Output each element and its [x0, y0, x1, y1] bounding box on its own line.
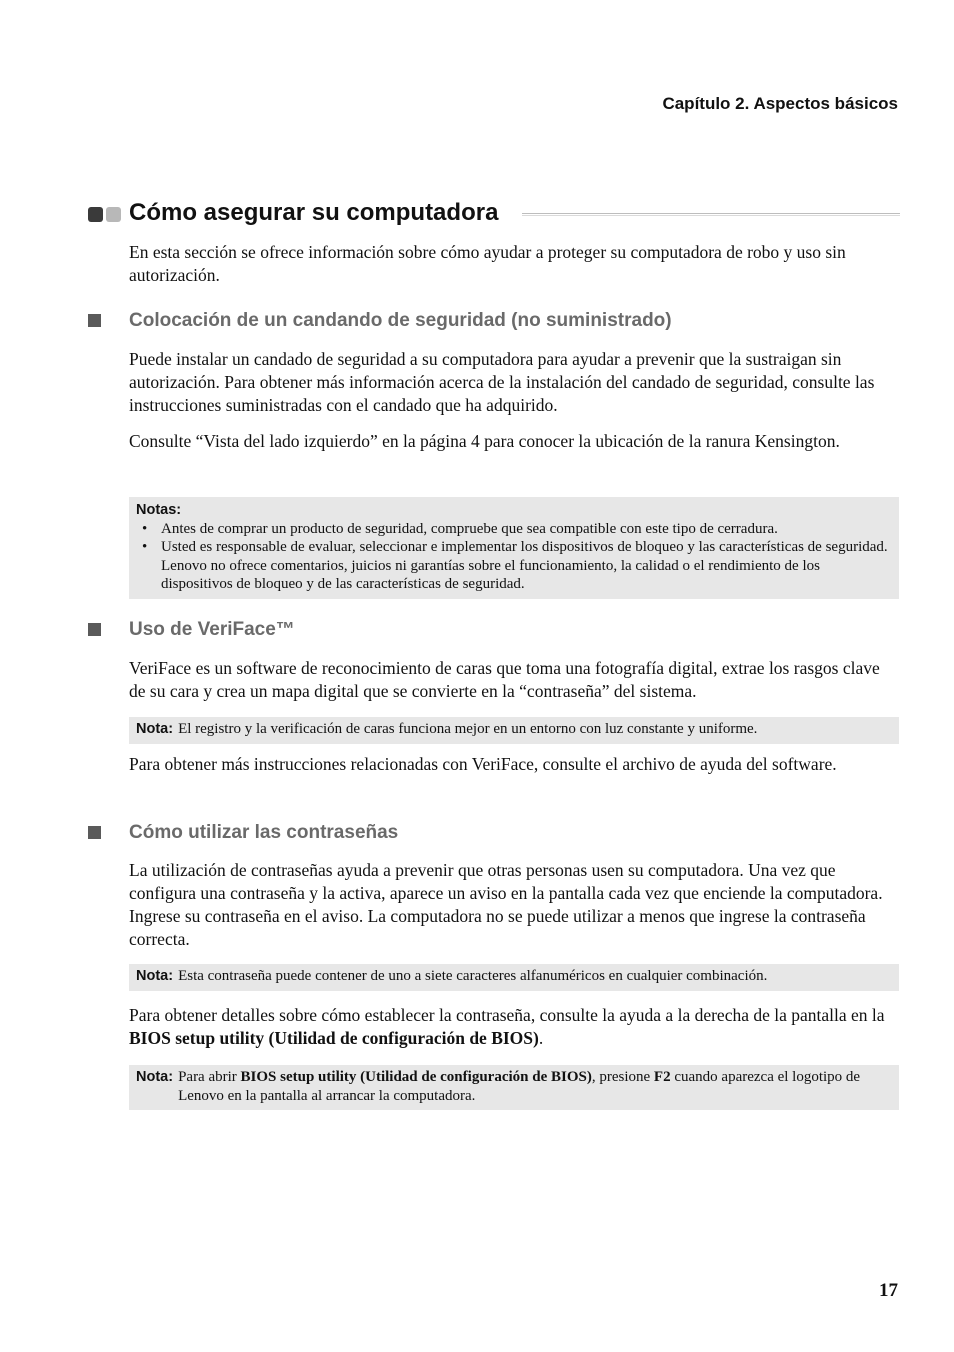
lock-notes-box: [129, 497, 899, 599]
note-label: Nota:: [136, 1069, 174, 1085]
square-bullet-icon: [88, 826, 101, 839]
lock-heading-title: Colocación de un candando de seguridad (no suministrado): [129, 310, 672, 331]
section-title: Cómo asegurar su computadora: [129, 199, 499, 226]
note-text: Para abrir BIOS setup utility (Utilidad de configuración de BIOS), presione F2 cuando aparezca el logotipo de Lenovo en la pantalla al arrancar la computadora.: [178, 1069, 861, 1104]
note-item: • Usted es responsable de evaluar, seleccionar e implementar los dispositivos de bloqueo y las características de seguridad. Lenovo no ofrece comentarios, juicios ni garantías sobre el funcionamiento, la calidad o el rendimiento de los dispositivos de bloqueo y de las características de seguridad.: [136, 538, 891, 594]
lock-paragraph-1: Puede instalar un candado de seguridad a su computadora para ayudar a prevenir que la sustraigan sin autorización. Para obtener más información acerca de la instalación del candado de seguridad, consulte las instrucciones suministradas con el candado que ha adquirido.: [129, 349, 875, 415]
bios-note-box: [129, 1065, 899, 1110]
square-bullet-icon: [88, 314, 101, 327]
section-squares-icon: [88, 207, 122, 223]
passwords-heading-title: Cómo utilizar las contraseñas: [129, 822, 399, 843]
note-item: • Antes de comprar un producto de seguridad, compruebe que sea compatible con este tipo de cerradura.: [136, 520, 891, 539]
page-number: 17: [879, 1280, 898, 1301]
chapter-header: Capítulo 2. Aspectos básicos: [662, 94, 898, 113]
section-heading: [88, 199, 900, 231]
note-text: Esta contraseña puede contener de uno a siete caracteres alfanuméricos en cualquier combinación.: [178, 968, 768, 984]
section-intro: En esta sección se ofrece información sobre cómo ayudar a proteger su computadora de robo y uso sin autorización.: [129, 242, 846, 285]
passwords-heading: [88, 822, 900, 846]
passwords-note-box: [129, 964, 899, 991]
bios-utility-name: BIOS setup utility (Utilidad de configuración de BIOS): [129, 1028, 539, 1048]
f2-key: F2: [653, 1069, 671, 1085]
note-label: Nota:: [136, 968, 174, 984]
veriface-note-box: [129, 717, 899, 744]
note-text: El registro y la verificación de caras funciona mejor en un entorno con luz constante y uniforme.: [178, 721, 758, 737]
notes-label: Notas:: [136, 502, 182, 518]
notes-list: [136, 520, 891, 594]
veriface-heading: [88, 619, 900, 643]
heading-rule: [522, 213, 900, 216]
note-label: Nota:: [136, 721, 174, 737]
square-bullet-icon: [88, 623, 101, 636]
passwords-paragraph-1: La utilización de contraseñas ayuda a prevenir que otras personas usen su computadora. Una vez que configura una contraseña y la activa, aparece un aviso en la pantalla cada vez que enciende la computadora. Ingrese su contraseña en el aviso. La computadora no se puede utilizar a menos que ingrese la contraseña correcta.: [129, 860, 883, 949]
veriface-heading-title: Uso de VeriFace™: [129, 619, 295, 640]
passwords-paragraph-2: Para obtener detalles sobre cómo establecer la contraseña, consulte la ayuda a la derecha de la pantalla en la BIOS setup utility (Utilidad de configuración de BIOS).: [129, 1005, 885, 1048]
lock-paragraph-2: Consulte “Vista del lado izquierdo” en la página 4 para conocer la ubicación de la ranura Kensington.: [129, 431, 840, 451]
lock-heading: [88, 310, 900, 334]
veriface-paragraph-1: VeriFace es un software de reconocimiento de caras que toma una fotografía digital, extrae los rasgos clave de su cara y crea un mapa digital que se convierte en la “contraseña” del sistema.: [129, 658, 880, 701]
veriface-paragraph-2: Para obtener más instrucciones relacionadas con VeriFace, consulte el archivo de ayuda del software.: [129, 754, 837, 774]
